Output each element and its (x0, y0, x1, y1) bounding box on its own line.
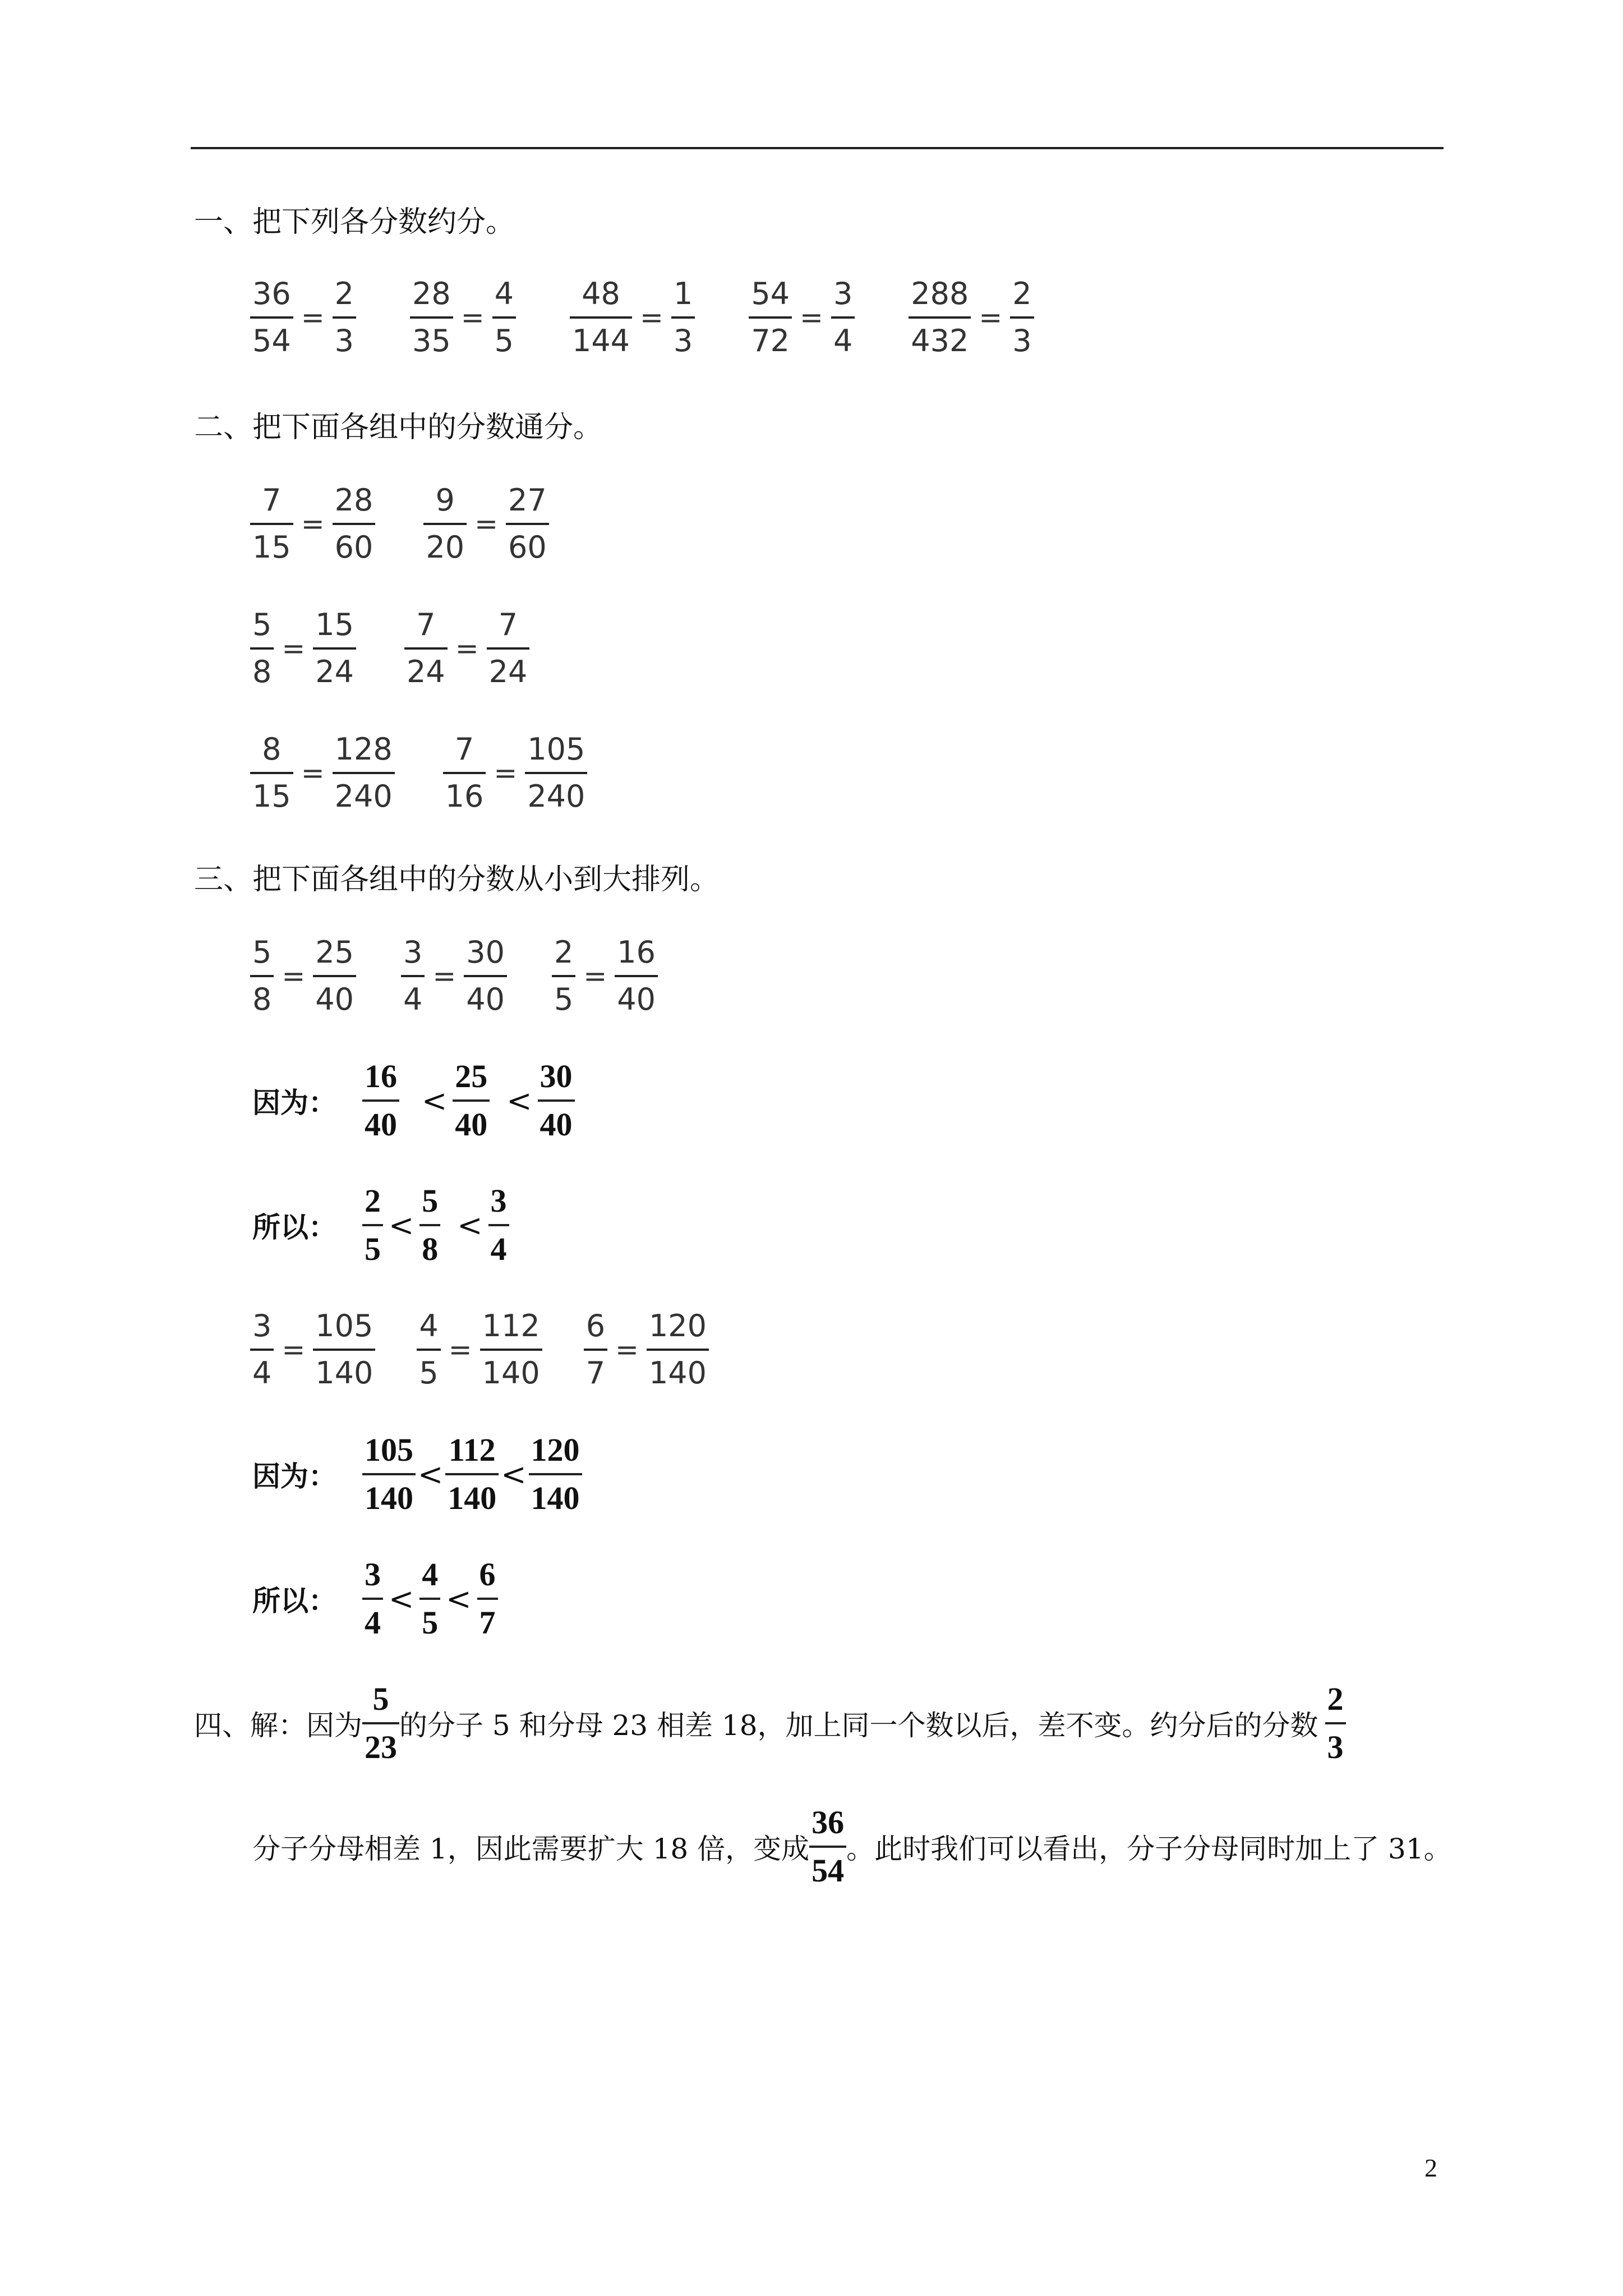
fraction-bar (362, 1473, 416, 1475)
section-2-row-3 (250, 730, 587, 816)
numerator: 16 (365, 1058, 397, 1094)
equation (404, 606, 529, 691)
equation (443, 730, 588, 816)
equation (250, 606, 356, 691)
fraction-bar (909, 316, 971, 319)
section-1-equations (250, 275, 1034, 360)
section-3-heading: 三、把下面各组中的分数从小到大排列。 (194, 863, 720, 896)
denominator: 140 (482, 1355, 540, 1391)
numerator: 4 (494, 276, 514, 311)
denominator: 35 (412, 323, 451, 358)
numerator: 8 (262, 731, 282, 767)
denominator: 240 (334, 779, 393, 814)
equation (909, 275, 1034, 360)
denominator: 3 (673, 323, 693, 358)
section-2-row-1 (250, 481, 549, 567)
fraction (831, 275, 855, 360)
because-label: 因为： (252, 1460, 336, 1493)
fraction-bar (552, 975, 575, 977)
equals-sign: = (455, 632, 479, 665)
numerator: 105 (315, 1308, 374, 1343)
fraction (313, 606, 356, 691)
denominator: 5 (494, 323, 514, 358)
denominator: 5 (554, 982, 574, 1017)
denominator: 20 (426, 530, 465, 565)
fraction (410, 275, 453, 360)
numerator: 36 (811, 1804, 845, 1841)
numerator: 28 (334, 482, 374, 518)
because-label: 因为： (252, 1086, 336, 1119)
numerator: 2 (365, 1182, 381, 1219)
denominator: 40 (365, 1106, 397, 1143)
equals-sign: = (282, 1333, 306, 1366)
denominator: 140 (531, 1480, 580, 1516)
fraction (584, 1307, 607, 1392)
section-3-group-1-so (252, 1182, 509, 1268)
section-4-text: 分子分母相差 1，因此需要扩大 18 倍，变成 (252, 1833, 810, 1865)
fraction-bar (615, 975, 658, 977)
numerator: 15 (315, 607, 354, 642)
fraction-bar (250, 647, 274, 650)
equation (401, 933, 507, 1019)
fraction (423, 481, 467, 567)
numerator: 5 (422, 1182, 439, 1219)
section-3-group-2-equations (250, 1307, 709, 1392)
equation (410, 275, 516, 360)
fraction (506, 481, 549, 567)
denominator: 72 (751, 323, 790, 358)
numerator: 28 (412, 276, 451, 311)
fraction-bar (313, 647, 356, 650)
denominator: 240 (527, 779, 585, 814)
numerator: 4 (422, 1556, 439, 1593)
denominator: 4 (833, 323, 853, 358)
fraction (487, 606, 530, 691)
section-4-line-1 (194, 1681, 1346, 1766)
fraction (445, 1432, 499, 1517)
equals-sign: = (615, 1333, 639, 1366)
equals-sign: = (301, 757, 325, 789)
numerator: 1 (673, 276, 693, 311)
numerator: 288 (911, 276, 969, 311)
numerator: 30 (466, 935, 505, 970)
denominator: 8 (252, 982, 272, 1017)
equation (749, 275, 855, 360)
fraction (250, 1307, 274, 1392)
fraction (333, 481, 376, 567)
denominator: 140 (648, 1355, 707, 1391)
denominator: 3 (1327, 1729, 1344, 1765)
fraction-bar (584, 1349, 607, 1351)
numerator: 54 (751, 276, 790, 311)
fraction (525, 730, 587, 816)
fraction (443, 730, 486, 816)
fraction (362, 1681, 399, 1766)
fraction (480, 1307, 542, 1392)
equation (417, 1307, 542, 1392)
section-4-text: 四、解：因为 (194, 1709, 362, 1742)
fraction-bar (419, 1224, 440, 1226)
section-4-text: 的分子 5 和分母 23 相差 18，加上同一个数以后，差不变。约分后的分数 (399, 1709, 1318, 1742)
fraction-bar (423, 523, 467, 525)
fraction-bar (570, 316, 632, 319)
denominator: 40 (315, 982, 354, 1017)
equals-sign: = (282, 960, 306, 992)
less-than-sign: < (506, 1083, 532, 1119)
fraction (250, 933, 274, 1019)
numerator: 120 (531, 1432, 580, 1468)
fraction-bar (250, 772, 293, 774)
denominator: 140 (315, 1355, 374, 1391)
denominator: 54 (252, 323, 291, 358)
fraction-bar (1010, 316, 1034, 319)
fraction (362, 1182, 383, 1268)
denominator: 5 (365, 1231, 381, 1267)
denominator: 24 (406, 654, 445, 689)
equals-sign: = (301, 508, 325, 540)
fraction-bar (480, 1349, 542, 1351)
equals-sign: = (494, 757, 518, 789)
numerator: 25 (315, 935, 354, 970)
equation (250, 275, 356, 360)
equals-sign: = (979, 301, 1003, 334)
numerator: 5 (252, 607, 272, 642)
less-than-sign: < (422, 1083, 448, 1119)
equals-sign: = (301, 301, 325, 334)
fraction (749, 275, 792, 360)
numerator: 2 (334, 276, 354, 311)
less-than-sign: < (389, 1207, 414, 1243)
fraction-bar (410, 316, 453, 319)
fraction (453, 1058, 490, 1143)
denominator: 54 (811, 1852, 845, 1889)
fraction (647, 1307, 709, 1392)
fraction (404, 606, 448, 691)
numerator: 7 (498, 607, 518, 642)
numerator: 7 (454, 731, 474, 767)
fraction-bar (487, 647, 530, 650)
denominator: 16 (445, 779, 484, 814)
numerator: 30 (540, 1058, 573, 1094)
fraction (671, 275, 695, 360)
fraction (333, 275, 356, 360)
fraction (250, 730, 293, 816)
fraction (464, 933, 507, 1019)
numerator: 6 (479, 1556, 496, 1593)
numerator: 6 (585, 1308, 606, 1343)
fraction (250, 606, 274, 691)
denominator: 144 (571, 323, 630, 358)
denominator: 432 (911, 323, 969, 358)
fraction-bar (671, 316, 695, 319)
equation (250, 481, 375, 567)
fraction-bar (831, 316, 855, 319)
fraction-bar (477, 1598, 498, 1600)
fraction-bar (250, 975, 274, 977)
denominator: 23 (365, 1729, 397, 1765)
numerator: 128 (334, 731, 393, 767)
equals-sign: = (282, 632, 306, 665)
fraction (492, 275, 516, 360)
denominator: 3 (1012, 323, 1032, 358)
numerator: 105 (365, 1432, 413, 1468)
denominator: 7 (585, 1355, 606, 1391)
fraction (552, 933, 575, 1019)
equals-sign: = (448, 1333, 472, 1366)
denominator: 40 (455, 1106, 488, 1143)
fraction (250, 481, 293, 567)
fraction-bar (506, 523, 549, 525)
denominator: 24 (315, 654, 354, 689)
numerator: 4 (419, 1308, 439, 1343)
denominator: 7 (479, 1604, 496, 1641)
fraction-bar (250, 316, 293, 319)
numerator: 3 (833, 276, 853, 311)
equation (584, 1307, 709, 1392)
denominator: 8 (252, 654, 272, 689)
equals-sign: = (460, 301, 485, 334)
so-label: 所以： (252, 1584, 336, 1617)
fraction (333, 730, 395, 816)
numerator: 7 (262, 482, 282, 518)
fraction (419, 1182, 440, 1268)
numerator: 112 (482, 1308, 540, 1343)
denominator: 40 (617, 982, 656, 1017)
denominator: 140 (448, 1480, 497, 1516)
fraction-bar (488, 1224, 509, 1226)
equals-sign: = (583, 960, 607, 992)
denominator: 60 (334, 530, 374, 565)
fraction-bar (333, 523, 376, 525)
fraction (1325, 1681, 1346, 1766)
fraction (538, 1058, 575, 1143)
denominator: 60 (508, 530, 547, 565)
fraction-bar (492, 316, 516, 319)
section-1-heading: 一、把下列各分数约分。 (194, 205, 515, 239)
fraction-bar (362, 1722, 399, 1724)
equals-sign: = (474, 508, 498, 540)
numerator: 36 (252, 276, 291, 311)
equation (423, 481, 548, 567)
section-2-row-2 (250, 606, 529, 691)
section-2-heading: 二、把下面各组中的分数通分。 (194, 411, 603, 444)
fraction-bar (453, 1099, 490, 1102)
denominator: 40 (466, 982, 505, 1017)
fraction-bar (333, 316, 356, 319)
numerator: 5 (252, 935, 272, 970)
fraction-bar (313, 975, 356, 977)
fraction (417, 1307, 440, 1392)
numerator: 2 (1327, 1681, 1344, 1717)
fraction (809, 1804, 846, 1889)
denominator: 3 (334, 323, 354, 358)
header-rule (191, 147, 1444, 149)
fraction-bar (443, 772, 486, 774)
fraction-bar (313, 1349, 375, 1351)
fraction-bar (362, 1224, 383, 1226)
less-than-sign: < (418, 1456, 444, 1492)
numerator: 25 (455, 1058, 488, 1094)
fraction-bar (333, 772, 395, 774)
fraction (570, 275, 632, 360)
denominator: 5 (422, 1604, 439, 1641)
fraction (529, 1432, 582, 1517)
fraction-bar (417, 1349, 440, 1351)
equation (250, 1307, 375, 1392)
less-than-sign: < (446, 1581, 472, 1617)
section-4-line-2 (252, 1804, 1452, 1889)
fraction (909, 275, 971, 360)
equation (552, 933, 658, 1019)
equation (570, 275, 695, 360)
section-3-group-1-because (252, 1058, 575, 1143)
denominator: 15 (252, 530, 291, 565)
fraction-bar (809, 1846, 846, 1848)
so-label: 所以： (252, 1211, 336, 1244)
denominator: 40 (540, 1106, 573, 1143)
fraction-bar (250, 523, 293, 525)
equation (250, 730, 395, 816)
numerator: 27 (508, 482, 547, 518)
fraction-bar (404, 647, 448, 650)
denominator: 24 (488, 654, 528, 689)
numerator: 3 (365, 1556, 381, 1593)
denominator: 5 (419, 1355, 439, 1391)
section-3-group-1-equations (250, 933, 658, 1019)
fraction (1010, 275, 1034, 360)
numerator: 2 (1012, 276, 1032, 311)
denominator: 4 (403, 982, 423, 1017)
fraction-bar (529, 1473, 582, 1475)
numerator: 3 (490, 1182, 507, 1219)
fraction-bar (401, 975, 425, 977)
fraction-bar (362, 1099, 399, 1102)
fraction-bar (362, 1598, 383, 1600)
less-than-sign: < (389, 1581, 414, 1617)
less-than-sign: < (457, 1207, 483, 1243)
fraction-bar (445, 1473, 499, 1475)
fraction (250, 275, 293, 360)
section-4-text: 。此时我们可以看出，分子分母同时加上了 31。 (846, 1833, 1452, 1865)
numerator: 3 (252, 1308, 272, 1343)
numerator: 9 (435, 482, 455, 518)
equals-sign: = (432, 960, 457, 992)
numerator: 7 (416, 607, 436, 642)
fraction-bar (538, 1099, 575, 1102)
fraction (488, 1182, 509, 1268)
fraction-bar (464, 975, 507, 977)
numerator: 120 (648, 1308, 707, 1343)
denominator: 4 (490, 1231, 507, 1267)
denominator: 8 (422, 1231, 439, 1267)
fraction (362, 1432, 416, 1517)
denominator: 140 (365, 1480, 413, 1516)
fraction (401, 933, 425, 1019)
fraction (362, 1058, 399, 1143)
numerator: 16 (617, 935, 656, 970)
fraction-bar (1325, 1722, 1346, 1724)
numerator: 2 (554, 935, 574, 970)
numerator: 5 (372, 1681, 389, 1717)
fraction-bar (525, 772, 587, 774)
fraction (362, 1556, 383, 1641)
fraction (313, 1307, 375, 1392)
numerator: 112 (448, 1432, 496, 1468)
section-3-group-2-so (252, 1556, 498, 1641)
fraction-bar (250, 1349, 274, 1351)
numerator: 48 (582, 276, 620, 311)
equals-sign: = (800, 301, 823, 334)
numerator: 105 (527, 731, 585, 767)
fraction (477, 1556, 498, 1641)
equation (250, 933, 356, 1019)
fraction (313, 933, 356, 1019)
denominator: 15 (252, 779, 291, 814)
denominator: 4 (365, 1604, 381, 1641)
fraction-bar (419, 1598, 440, 1600)
fraction (615, 933, 658, 1019)
fraction (419, 1556, 440, 1641)
less-than-sign: < (501, 1456, 527, 1492)
page-number: 2 (1424, 2154, 1437, 2182)
equals-sign: = (640, 301, 663, 334)
fraction-bar (647, 1349, 709, 1351)
numerator: 3 (403, 935, 423, 970)
denominator: 4 (252, 1355, 272, 1391)
fraction-bar (749, 316, 792, 319)
section-3-group-2-because (252, 1432, 582, 1517)
